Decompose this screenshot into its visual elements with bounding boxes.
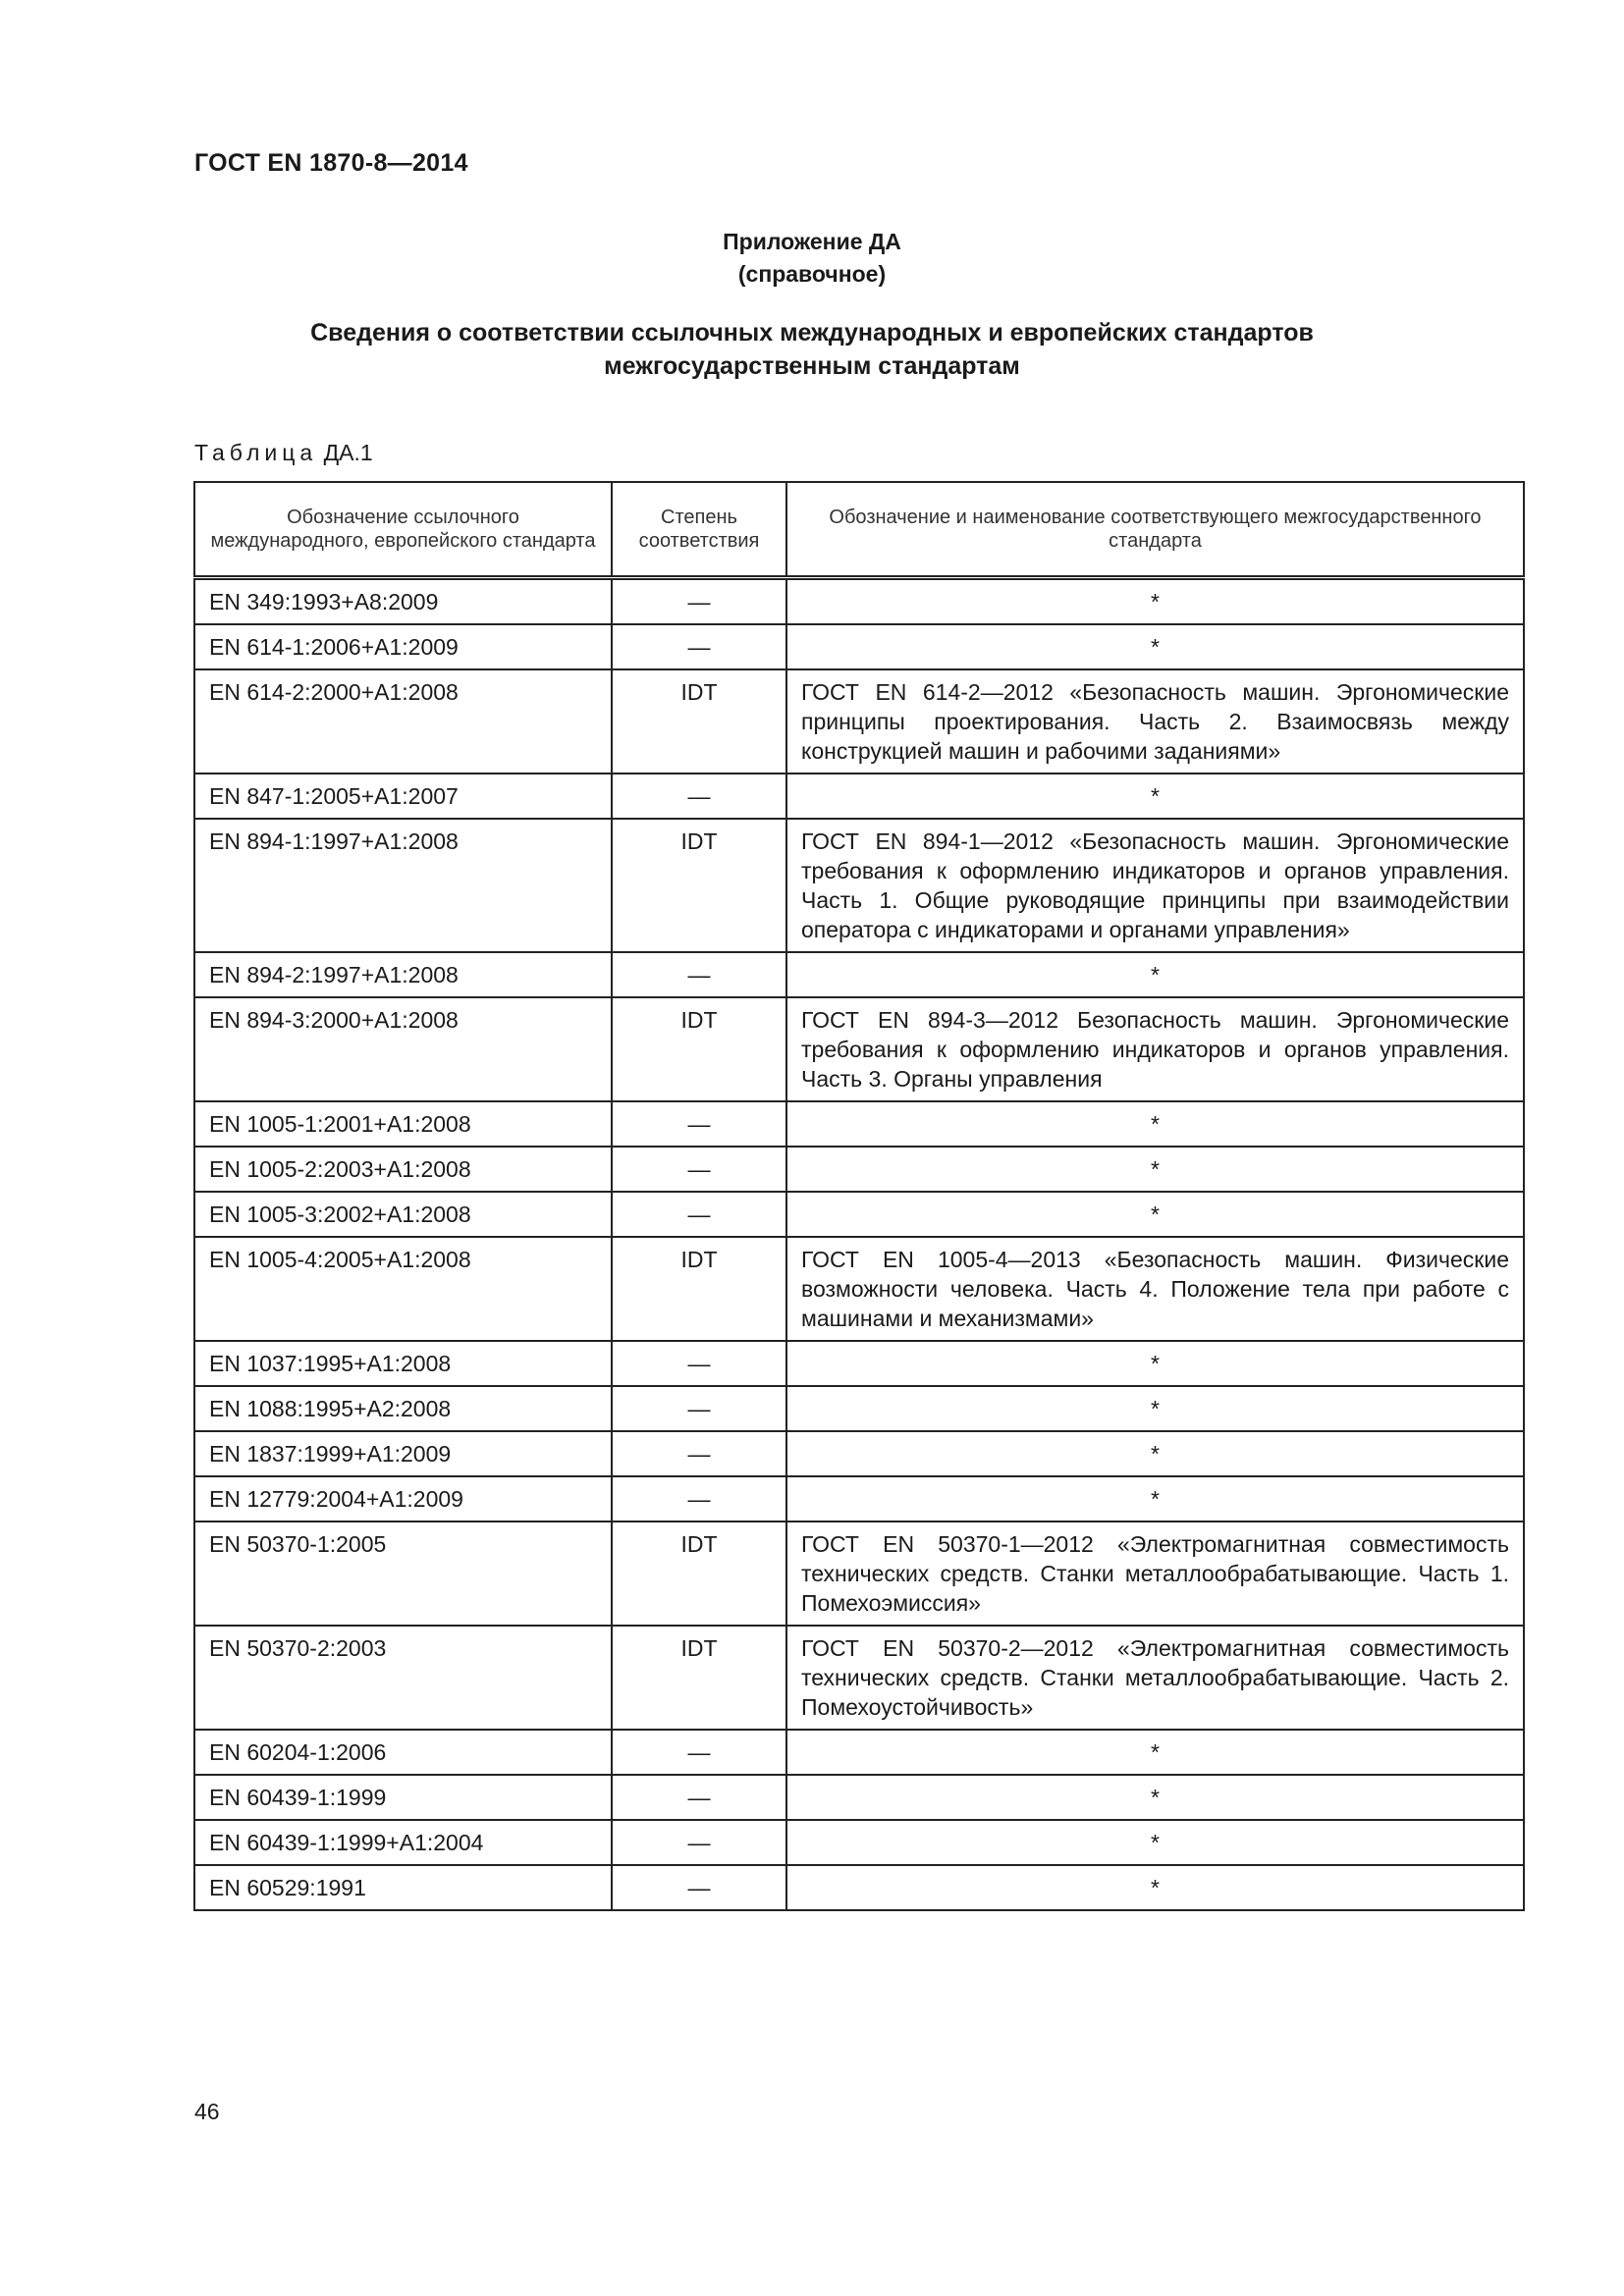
table-row — [194, 1775, 1524, 1820]
cell-reference-standard: EN 1005-1:2001+A1:2008 — [194, 1101, 612, 1147]
table-row — [194, 624, 1524, 669]
table-row — [194, 819, 1524, 952]
cell-reference-standard: EN 894-3:2000+A1:2008 — [194, 997, 612, 1101]
document-code: ГОСТ EN 1870-8—2014 — [194, 149, 468, 177]
table-caption — [194, 440, 373, 466]
cell-reference-standard: EN 614-2:2000+A1:2008 — [194, 669, 612, 774]
cell-reference-standard: EN 894-2:1997+A1:2008 — [194, 952, 612, 997]
cell-reference-standard: EN 60529:1991 — [194, 1865, 612, 1910]
cell-degree: — — [612, 1730, 786, 1775]
annex-heading-line-1: Сведения о соответствии ссылочных международных и европейских стандартов — [310, 319, 1314, 347]
table-row — [194, 1522, 1524, 1626]
cell-degree: — — [612, 1476, 786, 1522]
cell-reference-standard: EN 60439-1:1999 — [194, 1775, 612, 1820]
page-number: 46 — [194, 2099, 220, 2124]
cell-degree: IDT — [612, 1237, 786, 1341]
table-row — [194, 774, 1524, 819]
cell-reference-standard: EN 50370-2:2003 — [194, 1626, 612, 1730]
cell-degree: — — [612, 1775, 786, 1820]
cell-national-standard: * — [786, 1476, 1524, 1522]
table-row — [194, 1865, 1524, 1910]
column-header-degree: Степень соответствия — [612, 482, 786, 578]
cell-national-standard: ГОСТ EN 1005-4—2013 «Безопасность машин. Физические возможности человека. Часть 4. Положение тела при работе с машинами и механизмами» — [786, 1237, 1524, 1341]
cell-reference-standard: EN 1837:1999+A1:2009 — [194, 1431, 612, 1476]
cell-national-standard: * — [786, 952, 1524, 997]
table-row — [194, 578, 1524, 625]
cell-degree: — — [612, 1820, 786, 1865]
cell-reference-standard: EN 60439-1:1999+A1:2004 — [194, 1820, 612, 1865]
cell-national-standard: ГОСТ EN 50370-1—2012 «Электромагнитная совместимость технических средств. Станки металлообрабатывающие. Часть 1. Помехоэмиссия» — [786, 1522, 1524, 1626]
table-row — [194, 997, 1524, 1101]
annex-subtitle: (справочное) — [737, 261, 887, 287]
cell-national-standard: * — [786, 1820, 1524, 1865]
column-header-national: Обозначение и наименование соответствующего межгосударственного стандарта — [786, 482, 1524, 578]
table-header-row — [194, 482, 1524, 578]
table-row — [194, 1147, 1524, 1192]
cell-degree: — — [612, 1431, 786, 1476]
table-row — [194, 952, 1524, 997]
annex-section-title — [0, 316, 1624, 383]
annex-heading — [0, 226, 1624, 291]
cell-reference-standard: EN 847-1:2005+A1:2007 — [194, 774, 612, 819]
table-row — [194, 1626, 1524, 1730]
table-row — [194, 1476, 1524, 1522]
table-row — [194, 1101, 1524, 1147]
table-row — [194, 669, 1524, 774]
cell-degree: IDT — [612, 669, 786, 774]
cell-national-standard: * — [786, 1101, 1524, 1147]
cell-national-standard: * — [786, 1775, 1524, 1820]
cell-national-standard: * — [786, 1865, 1524, 1910]
cell-national-standard: ГОСТ EN 894-3—2012 Безопасность машин. Эргономические требования к оформлению индикаторов и органов управления. Часть 3. Органы управления — [786, 997, 1524, 1101]
cell-reference-standard: EN 1005-4:2005+A1:2008 — [194, 1237, 612, 1341]
cell-degree: — — [612, 1865, 786, 1910]
column-header-reference: Обозначение ссылочного международного, европейского стандарта — [194, 482, 612, 578]
table-row — [194, 1820, 1524, 1865]
standards-correspondence-table — [193, 481, 1525, 1911]
cell-degree: — — [612, 1386, 786, 1431]
annex-heading-line-2: межгосударственным стандартам — [604, 352, 1020, 380]
cell-reference-standard: EN 614-1:2006+A1:2009 — [194, 624, 612, 669]
cell-national-standard: * — [786, 1192, 1524, 1237]
cell-degree: IDT — [612, 1522, 786, 1626]
cell-degree: — — [612, 1147, 786, 1192]
cell-reference-standard: EN 12779:2004+A1:2009 — [194, 1476, 612, 1522]
table-row — [194, 1730, 1524, 1775]
cell-degree: — — [612, 1192, 786, 1237]
cell-reference-standard: EN 1088:1995+A2:2008 — [194, 1386, 612, 1431]
cell-degree: — — [612, 624, 786, 669]
table-row — [194, 1192, 1524, 1237]
table-row — [194, 1386, 1524, 1431]
cell-degree: — — [612, 774, 786, 819]
table-caption-id: ДА.1 — [323, 440, 373, 465]
cell-degree: IDT — [612, 819, 786, 952]
table-caption-word: Таблица — [194, 440, 318, 465]
cell-degree: — — [612, 1101, 786, 1147]
cell-national-standard: ГОСТ EN 894-1—2012 «Безопасность машин. Эргономические требования к оформлению индикаторов и органов управления. Часть 1. Общие руководящие принципы при взаимодействии оператора с индикаторами и органами управления» — [786, 819, 1524, 952]
cell-national-standard: * — [786, 1386, 1524, 1431]
cell-national-standard: ГОСТ EN 50370-2—2012 «Электромагнитная совместимость технических средств. Станки металлообрабатывающие. Часть 2. Помехоустойчивость» — [786, 1626, 1524, 1730]
cell-national-standard: * — [786, 1341, 1524, 1386]
standards-table-container — [193, 481, 1525, 1911]
cell-reference-standard: EN 60204-1:2006 — [194, 1730, 612, 1775]
cell-national-standard: * — [786, 1431, 1524, 1476]
cell-reference-standard: EN 1005-3:2002+A1:2008 — [194, 1192, 612, 1237]
cell-national-standard: * — [786, 1147, 1524, 1192]
cell-national-standard: * — [786, 774, 1524, 819]
annex-title: Приложение ДА — [723, 229, 901, 254]
cell-national-standard: ГОСТ EN 614-2—2012 «Безопасность машин. Эргономические принципы проектирования. Часть 2. Взаимосвязь между конструкцией машин и рабочими заданиями» — [786, 669, 1524, 774]
cell-reference-standard: EN 894-1:1997+A1:2008 — [194, 819, 612, 952]
cell-reference-standard: EN 1005-2:2003+A1:2008 — [194, 1147, 612, 1192]
table-row — [194, 1341, 1524, 1386]
cell-national-standard: * — [786, 1730, 1524, 1775]
cell-national-standard: * — [786, 578, 1524, 625]
cell-degree: IDT — [612, 997, 786, 1101]
cell-degree: — — [612, 578, 786, 625]
cell-national-standard: * — [786, 624, 1524, 669]
cell-degree: — — [612, 1341, 786, 1386]
table-row — [194, 1431, 1524, 1476]
cell-reference-standard: EN 50370-1:2005 — [194, 1522, 612, 1626]
cell-reference-standard: EN 349:1993+A8:2009 — [194, 578, 612, 625]
cell-reference-standard: EN 1037:1995+A1:2008 — [194, 1341, 612, 1386]
table-row — [194, 1237, 1524, 1341]
cell-degree: IDT — [612, 1626, 786, 1730]
table-body — [194, 578, 1524, 1911]
cell-degree: — — [612, 952, 786, 997]
